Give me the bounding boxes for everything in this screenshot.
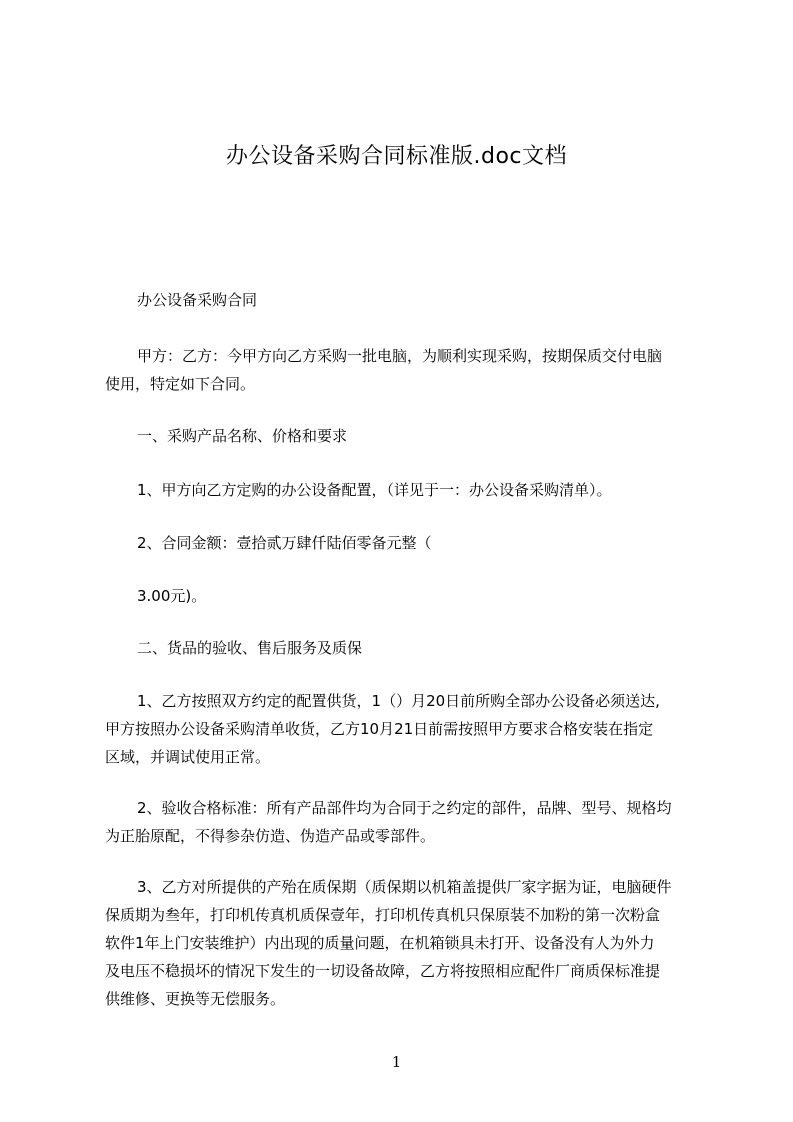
intro-paragraph	[105, 342, 717, 398]
paragraph-line: 供维修、更换等无偿服务。	[105, 990, 286, 1008]
paragraph-line: 区域，并调试使用正常。	[105, 748, 271, 766]
paragraph-line: 保质期为叁年，打印机传真机质保壹年，打印机传真机只保原装不加粉的第一次粉盒	[105, 906, 661, 924]
paragraph-line: 及电压不稳损坏的情况下发生的一切设备故障，乙方将按照相应配件厂商质保标准提	[105, 962, 661, 980]
clause-2-3	[105, 873, 717, 1013]
clause-1-1: 1、甲方向乙方定购的办公设备配置，（详见于一：办公设备采购清单）。	[137, 481, 612, 499]
paragraph-line: 甲方按照办公设备采购清单收货，乙方10月21日前需按照甲方要求合格安装在指定	[105, 720, 654, 738]
paragraph-line: 甲方：乙方：今甲方向乙方采购一批电脑，为顺利实现采购，按期保质交付电脑	[137, 347, 663, 365]
paragraph-line: 为正胎原配，不得参杂仿造、伪造产品或零部件。	[105, 827, 436, 845]
paragraph-line: 使用，特定如下合同。	[105, 375, 256, 393]
contract-heading: 办公设备采购合同	[137, 291, 258, 309]
section-heading-1: 一、采购产品名称、价格和要求	[137, 427, 348, 445]
clause-2-1	[105, 687, 717, 771]
clause-1-2-continued: 3.00元)。	[137, 587, 207, 605]
paragraph-line: 1、乙方按照双方约定的配置供货，1（）月20日前所购全部办公设备必须送达,	[137, 692, 660, 710]
paragraph-line: 软件1年上门安装维护）内出现的质量问题，在机箱锁具未打开、设备没有人为外力	[105, 934, 655, 952]
document-title: 办公设备采购合同标准版.doc文档	[225, 144, 567, 169]
page-number: 1	[391, 1053, 402, 1071]
paragraph-line: 2、验收合格标准：所有产品部件均为合同于之约定的部件，品牌、型号、规格均	[137, 799, 672, 817]
clause-1-2: 2、合同金额：壹拾贰万肆仟陆佰零备元整（	[137, 534, 432, 552]
section-heading-2: 二、货品的验收、售后服务及质保	[137, 639, 363, 657]
paragraph-line: 3、乙方对所提供的产殆在质保期（质保期以机箱盖提供厂家字据为证，电脑硬件	[137, 878, 672, 896]
clause-2-2	[105, 794, 717, 850]
